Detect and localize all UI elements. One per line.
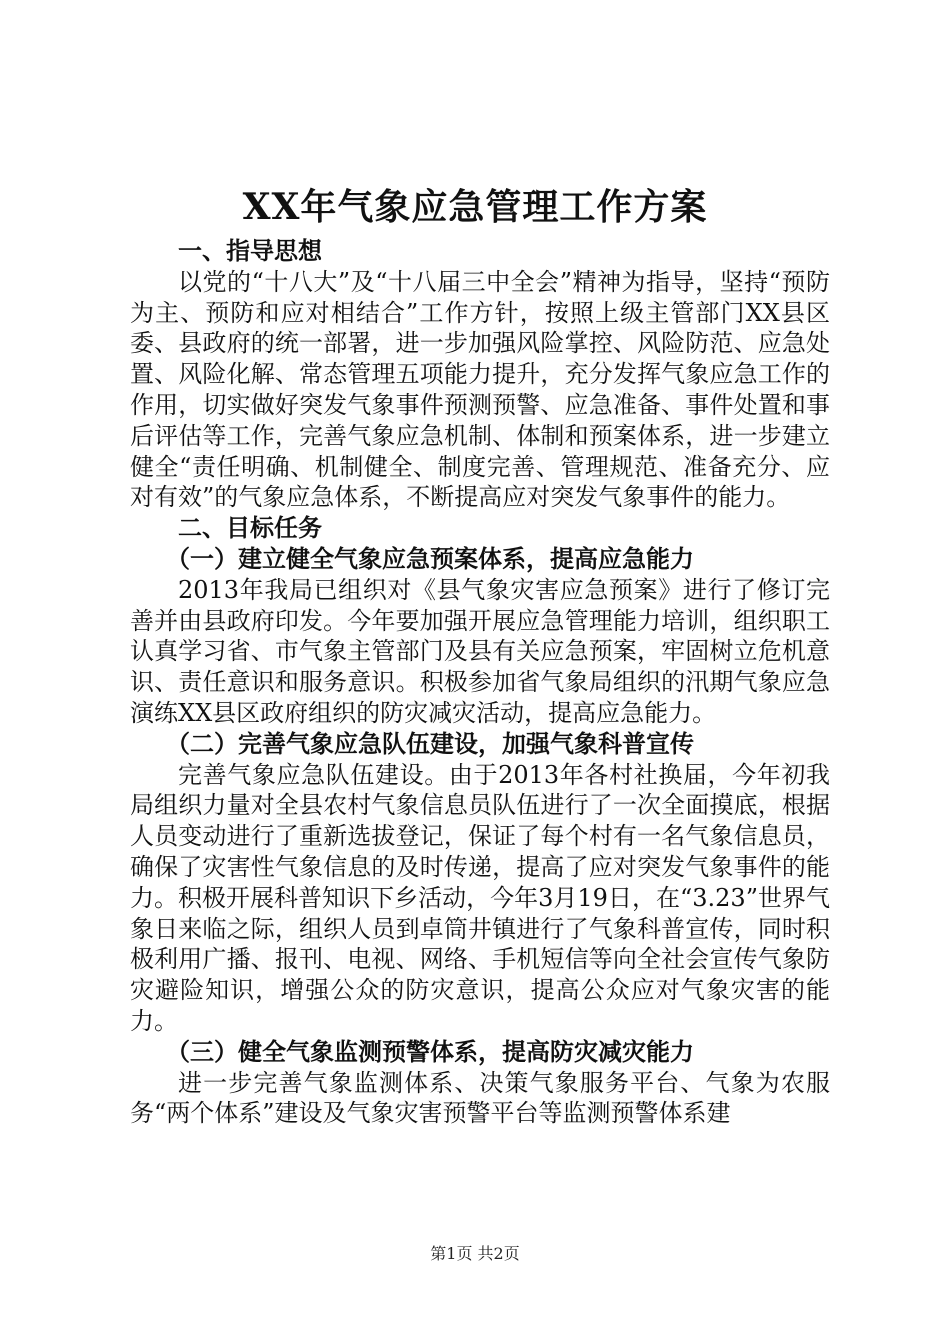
subsection-heading-1: （一）建立健全气象应急预案体系，提高应急能力 xyxy=(166,544,694,573)
subsection-heading-2: （二）完善气象应急队伍建设，加强气象科普宣传 xyxy=(166,729,694,758)
paragraph-subsection-1: 2013年我局已组织对《县气象灾害应急预案》进行了修订完善并由县政府印发。今年要加强开展应急管理能力培训，组织职工认真学习省、市气象主管部门及县有关应急预案，牢固树立危机意识、责任意识和服务意识。积极参加省气象局组织的汛期气象应急演练XX县区政府组织的防灾减灾活动，提高应急能力。 xyxy=(130,575,830,727)
subsection-heading-3: （三）健全气象监测预警体系，提高防灾减灾能力 xyxy=(166,1037,694,1066)
paragraph-subsection-3: 进一步完善气象监测体系、决策气象服务平台、气象为农服务“两个体系”建设及气象灾害预警平台等监测预警体系建 xyxy=(130,1068,830,1128)
paragraph-subsection-2: 完善气象应急队伍建设。由于2013年各村社换届，今年初我局组织力量对全县农村气象信息员队伍进行了一次全面摸底，根据人员变动进行了重新选拔登记，保证了每个村有一名气象信息员，确保了灾害性气象信息的及时传递，提高了应对突发气象事件的能力。积极开展科普知识下乡活动，今年3月19日，在“3.23”世界气象日来临之际，组织人员到卓筒井镇进行了气象科普宣传，同时积极利用广播、报刊、电视、网络、手机短信等向全社会宣传气象防灾避险知识，增强公众的防灾意识，提高公众应对气象灾害的能力。 xyxy=(130,760,830,1035)
section-heading-targets: 二、目标任务 xyxy=(178,514,322,543)
document-body xyxy=(130,236,830,1129)
section-heading-guiding-ideology: 一、指导思想 xyxy=(178,237,322,265)
paragraph-guiding-ideology: 以党的“十八大”及“十八届三中全会”精神为指导，坚持“预防为主、预防和应对相结合”工作方针，按照上级主管部门XX县区委、县政府的统一部署，进一步加强风险掌控、风险防范、应急处置、风险化解、常态管理五项能力提升，充分发挥气象应急工作的作用，切实做好突发气象事件预测预警、应急准备、事件处置和事后评估等工作，完善气象应急机制、体制和预案体系，进一步建立健全“责任明确、机制健全、制度完善、管理规范、准备充分、应对有效”的气象应急体系，不断提高应对突发气象事件的能力。 xyxy=(130,267,830,512)
document-title: XX年气象应急管理工作方案 xyxy=(242,186,708,228)
page-footer: 第1页 共2页 xyxy=(430,1244,520,1263)
